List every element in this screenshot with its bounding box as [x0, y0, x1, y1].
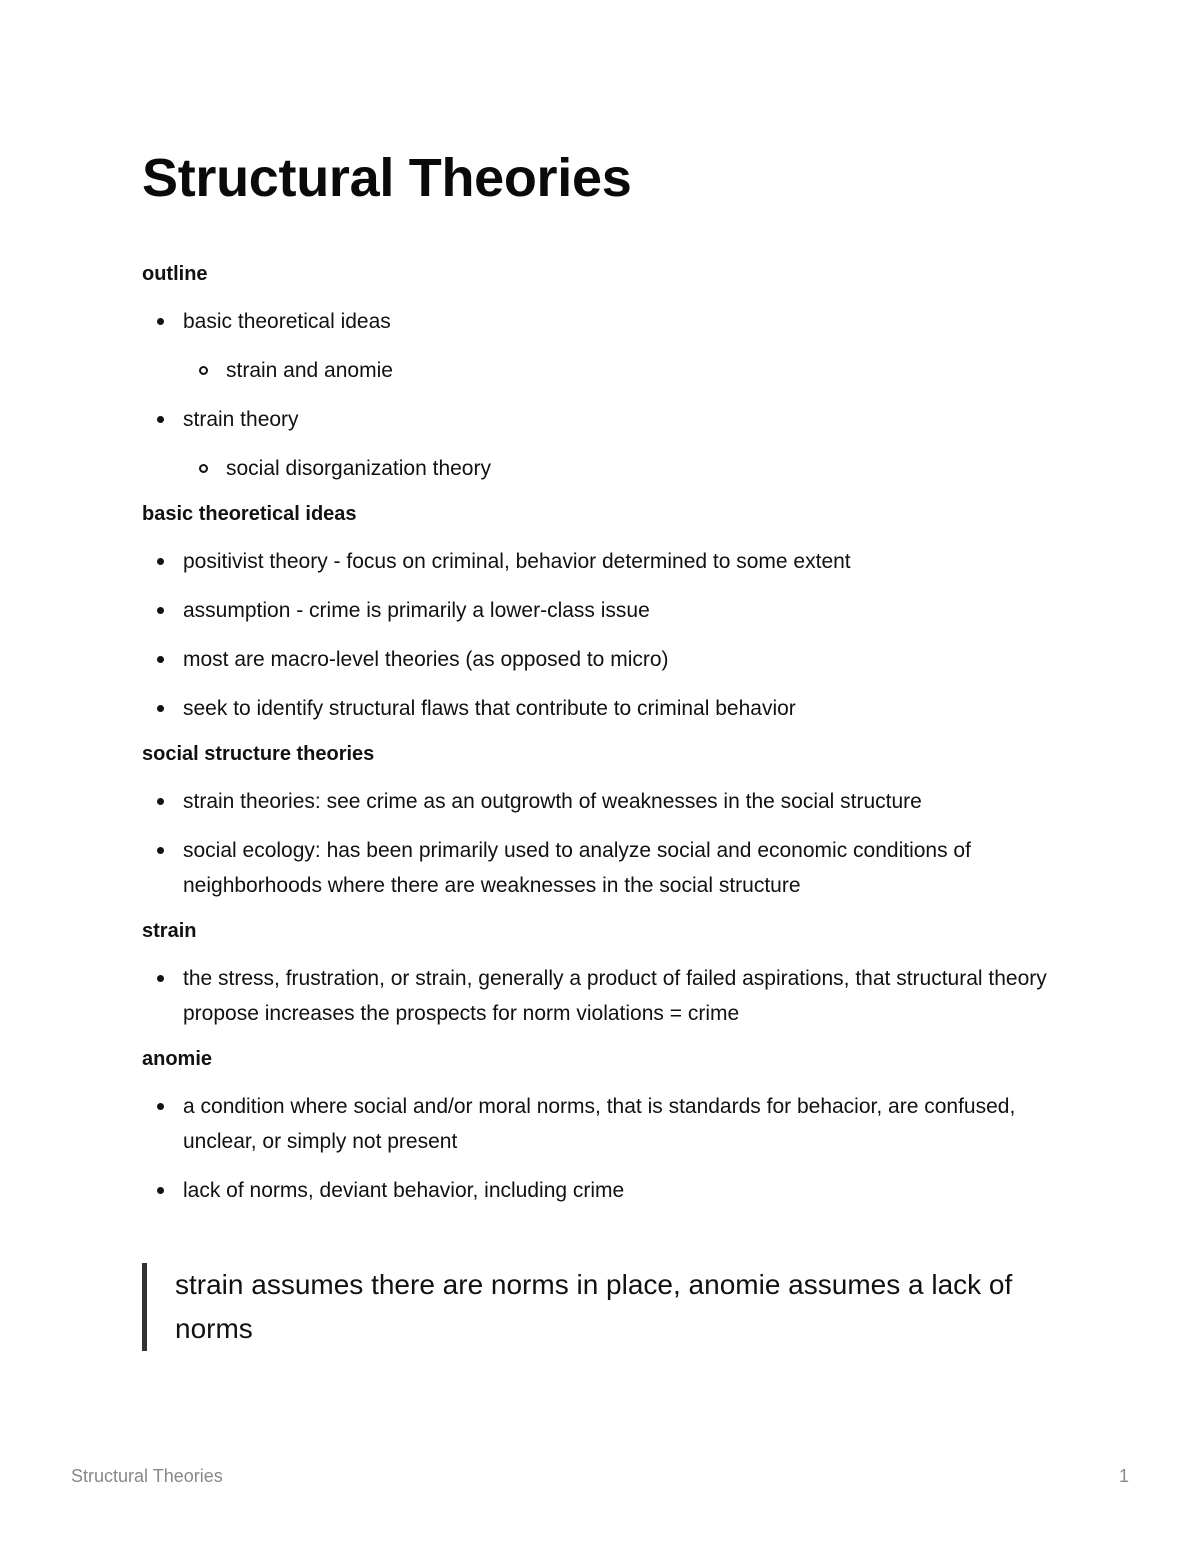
outline-list	[142, 304, 1062, 486]
list-item: the stress, frustration, or strain, generally a product of failed aspirations, that structural theory propose increases the prospects for norm violations = crime	[142, 961, 1062, 1031]
section-heading-basic-ideas: basic theoretical ideas	[142, 503, 357, 525]
strain-list	[142, 961, 1062, 1031]
page-title: Structural Theories	[142, 148, 632, 208]
list-item: most are macro-level theories (as opposed to micro)	[142, 642, 1062, 677]
list-item: social ecology: has been primarily used to analyze social and economic conditions of neighborhoods where there are weaknesses in the social structure	[142, 833, 1062, 903]
list-item: a condition where social and/or moral norms, that is standards for behacior, are confused, unclear, or simply not present	[142, 1089, 1062, 1159]
list-item: assumption - crime is primarily a lower-class issue	[142, 593, 1062, 628]
section-heading-outline: outline	[142, 263, 208, 285]
list-item: strain theories: see crime as an outgrowth of weaknesses in the social structure	[142, 784, 1062, 819]
list-item: strain theory	[142, 402, 1062, 437]
footer-title: Structural Theories	[71, 1466, 223, 1486]
list-item: positivist theory - focus on criminal, behavior determined to some extent	[142, 544, 1062, 579]
callout-quote: strain assumes there are norms in place, anomie assumes a lack of norms	[142, 1263, 1072, 1351]
section-heading-strain: strain	[142, 920, 197, 942]
page-number: 1	[1118, 1466, 1129, 1486]
social-structure-list	[142, 784, 1062, 903]
list-item: basic theoretical ideas	[142, 304, 1062, 339]
section-heading-social-structure: social structure theories	[142, 743, 375, 765]
section-heading-anomie: anomie	[142, 1048, 213, 1070]
page-content	[142, 140, 1062, 1208]
basic-ideas-list	[142, 544, 1062, 726]
list-item: seek to identify structural flaws that contribute to criminal behavior	[142, 691, 1062, 726]
sub-list-item: strain and anomie	[142, 353, 1062, 388]
list-item: lack of norms, deviant behavior, including crime	[142, 1173, 1062, 1208]
anomie-list	[142, 1089, 1062, 1208]
sub-list-item: social disorganization theory	[142, 451, 1062, 486]
